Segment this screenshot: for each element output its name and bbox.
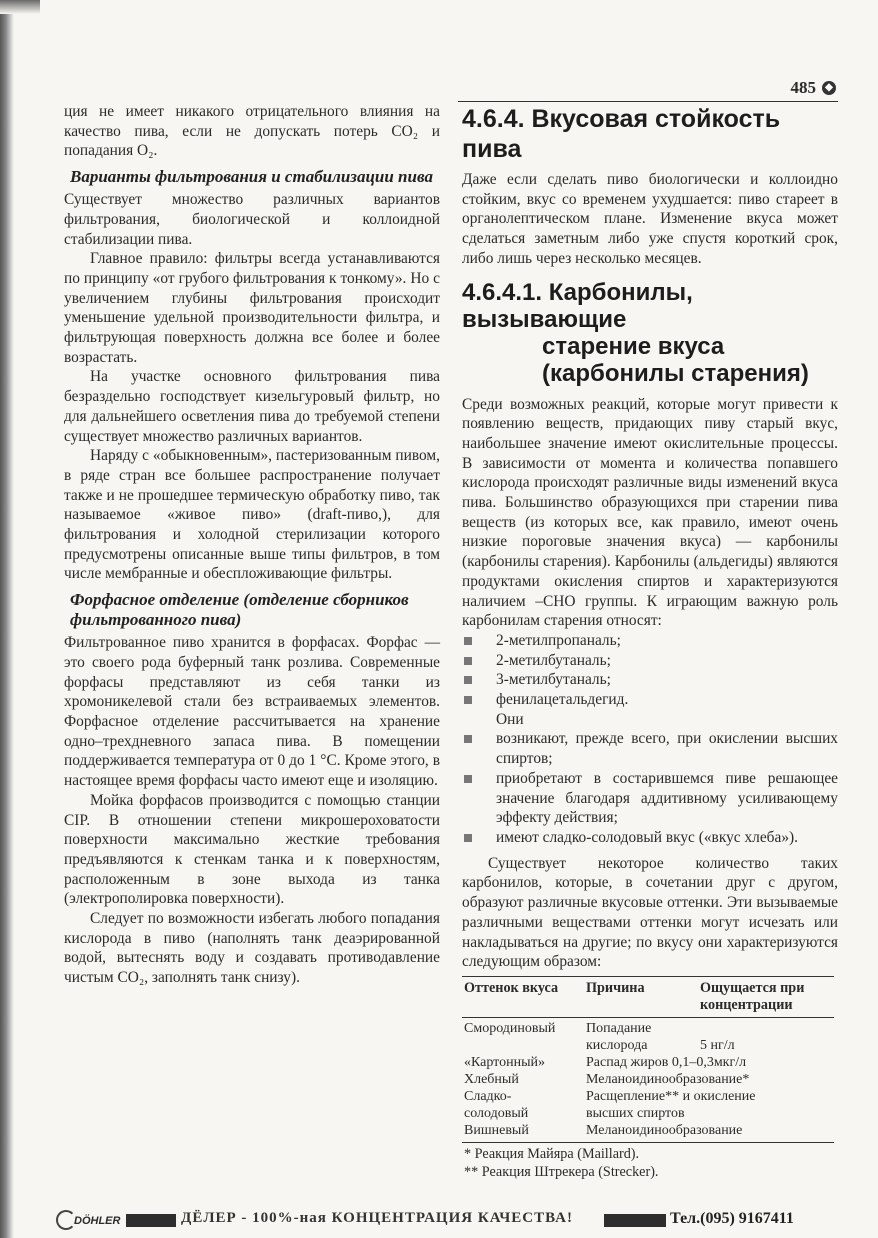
bullet-square-icon: [464, 637, 472, 645]
list-item-text: возникают, прежде всего, при окислении высших спиртов;: [496, 730, 838, 768]
left-column: [64, 102, 440, 988]
list-item: [462, 690, 838, 710]
paragraph: Среди возможных реакций, которые могут привести к появлению веществ, придающих пиву старый вкус, наибольшее значение имеют окислительные процессы. В зависимости от момента и количества попавшего кислорода происходят различные виды изменений вкуса пива. Большинство образующихся при старении пива веществ (из которых все, как правило, имеют очень низкие пороговые значения вкуса) — карбонилы (карбонилы старения). Карбонилы (альдегиды) являются продуктами окисления спиртов и характеризуются наличием –CHO группы. К играющим важную роль карбонилам старения относят:: [462, 395, 838, 630]
page-number: 485: [790, 78, 816, 97]
table-cell: кислорода: [586, 1037, 648, 1053]
list-item: [462, 729, 838, 768]
logo-text: DÖHLER: [74, 1215, 121, 1227]
page-binding-shadow: [0, 0, 14, 1238]
list-item-text: фенилацетальдегид.: [496, 691, 629, 709]
table-cell: высших спиртов: [586, 1105, 685, 1121]
list-intro: Они: [496, 710, 524, 728]
table-cell: Попадание: [586, 1020, 652, 1036]
logo-swirl-icon: [56, 1210, 76, 1230]
scan-corner-shadow: [0, 0, 40, 14]
footer-phone: Тел.(095) 9167411: [670, 1210, 794, 1227]
property-list: [462, 729, 838, 847]
bullet-square-icon: [464, 735, 472, 743]
paragraph: Даже если сделать пиво биологически и коллоидно стойким, вкус со временем ухудшается: пиво стареет в органолептическом плане. Изменение вкуса может сделаться заметным либо уже спустя короткий срок, либо лишь через несколько месяцев.: [462, 171, 838, 267]
table-row: [462, 1037, 834, 1054]
paragraph: Наряду с «обыкновенным», пастеризованным пивом, в ряде стран все большее распространение получает также и не прошедшее термическую обработку пиво, так называемое «живое пиво» (draft-пиво,), для фильтрования и холодной стерилизации которого предусмотрены описанные выше типы фильтров, в том числе мембранные и обеспложивающие фильтры.: [64, 447, 440, 583]
column-header: Оттенок вкуса: [462, 976, 584, 1017]
list-item: [462, 828, 838, 848]
footnote: ** Реакция Штрекера (Strecker).: [464, 1163, 659, 1180]
table-row: [462, 1105, 834, 1122]
column-header: Ощущается при концентрации: [698, 976, 834, 1017]
table-cell: Расщепление** и окисление: [586, 1088, 756, 1104]
table-cell: [462, 1037, 584, 1054]
section-title: 4.6.4. Вкусовая стойкость пива: [462, 105, 781, 163]
doehler-logo: [56, 1210, 126, 1232]
table-row: [462, 1017, 834, 1037]
flavor-table: [462, 976, 834, 1143]
paragraph: Фильтрованное пиво хранится в форфасах. Форфас — это своего рода буферный танк розлива. Современные форфасы представляют из себя танки из хромоникелевой стали без встраиваемых элементов. Форфасное отделение рассчитывается на хранение одно–трехдневного запаса пива. В помещении поддерживается температура от 0 до 1 °С. Кроме этого, в настоящее время форфасы часто имеют еще и изоляцию.: [64, 634, 440, 790]
table-row: [462, 1088, 834, 1105]
table-row: [462, 1071, 834, 1088]
bullet-square-icon: [464, 676, 472, 684]
table-row: [462, 1054, 834, 1071]
paragraph: Следует по возможности избегать любого попадания кислорода в пиво (наполнять танк деаэрированной водой, вытеснять воду и создавать противодавление чистым CO₂, заполнять танк снизу).: [64, 910, 440, 987]
list-item: [462, 769, 838, 828]
list-item: [462, 631, 838, 651]
table-cell: «Картонный»: [464, 1054, 545, 1070]
decorative-bar: [604, 1214, 666, 1227]
paragraph: Существует некоторое количество таких карбонилов, которые, в сочетании друг с другом, образуют различные вкусовые оттенки. Эти вызываемые различными веществами оттенки могут исчезать или накладываться на другие; по вкусу они характеризуются следующим образом:: [462, 854, 838, 971]
list-item-text: приобретают в состарившемся пиве решающее значение благодаря аддитивному усиливающему эффекту действия;: [496, 769, 838, 827]
list-item-text: имеют сладко-солодовый вкус («вкус хлеба»).: [496, 828, 798, 846]
list-item-text: 2-метилбутаналь;: [496, 651, 611, 669]
table-cell: Смородиновый: [464, 1020, 556, 1036]
table-cell: Меланоидинообразование: [584, 1122, 834, 1143]
decorative-bar: [126, 1214, 176, 1227]
table-cell: солодовый: [464, 1105, 529, 1121]
subsection-title-line: 4.6.4.1. Карбонилы, вызывающие: [462, 278, 693, 333]
footer-slogan: ДЁЛЕР - 100%-ная КОНЦЕНТРАЦИЯ КАЧЕСТВА!: [181, 1210, 574, 1226]
footer-advertisement: [56, 1210, 846, 1232]
bullet-square-icon: [464, 775, 472, 783]
bullet-square-icon: [464, 657, 472, 665]
table-cell: Хлебный: [464, 1071, 519, 1087]
table-row: [462, 1122, 834, 1143]
subsection-title-line: старение вкуса: [542, 332, 725, 360]
right-column: [462, 102, 838, 1181]
footnote: * Реакция Майяра (Maillard).: [464, 1145, 640, 1162]
table-cell: Распад жиров 0,1–0,3мкг/л: [586, 1054, 747, 1070]
table-cell: Меланоидинообразование*: [586, 1071, 750, 1087]
bullet-square-icon: [464, 696, 472, 704]
subsection-title-line: (карбонилы старения): [542, 359, 809, 387]
paragraph: Мойка форфасов производится с помощью станции CIP. В отношении степени микрошероховатости поверхности максимально жесткие требования предъявляются к стенкам танка и к поверхностям, расположенным в зоне выхода из танка (электрополировка поверхности).: [64, 791, 440, 908]
paragraph: На участке основного фильтрования пива безраздельно господствует кизельгуровый фильтр, но для дальнейшего осветления пива до требуемой степени существует множество различных вариантов.: [64, 368, 440, 445]
table-cell: Сладко-: [464, 1088, 512, 1104]
table-cell: Вишневый: [462, 1122, 584, 1143]
subsection-title: [462, 279, 838, 387]
paragraph: Существует множество различных вариантов фильтрования, биологической и коллоидной стабилизации пива.: [64, 191, 440, 248]
list-item: [462, 670, 838, 690]
carbonyl-list: [462, 631, 838, 710]
section-heading: Форфасное отделение (отделение сборников фильтрованного пива): [70, 590, 409, 630]
page-marker-icon: ◆: [822, 81, 836, 95]
paragraph: Главное правило: фильтры всегда устанавливаются по принципу «от грубого фильтрования к тонкому». Но с увеличением глубины фильтрования происходит уменьшение удельной производительности фильтра, и фильтрующая поверхность должна все более и более возрастать.: [64, 250, 440, 366]
table-header-row: [462, 976, 834, 1017]
list-item-text: 2-метилпропаналь;: [496, 631, 621, 649]
column-header: Причина: [584, 976, 698, 1017]
list-item-text: 3-метилбутаналь;: [496, 671, 611, 689]
table-cell: 5 нг/л: [700, 1037, 735, 1053]
list-item: [462, 651, 838, 671]
section-heading: Варианты фильтрования и стабилизации пива: [70, 167, 433, 187]
page-header: [458, 78, 838, 102]
paragraph: ция не имеет никакого отрицательного влияния на качество пива, если не допускать потерь CO₂ и попадания O₂.: [64, 103, 440, 160]
bullet-square-icon: [464, 834, 472, 842]
